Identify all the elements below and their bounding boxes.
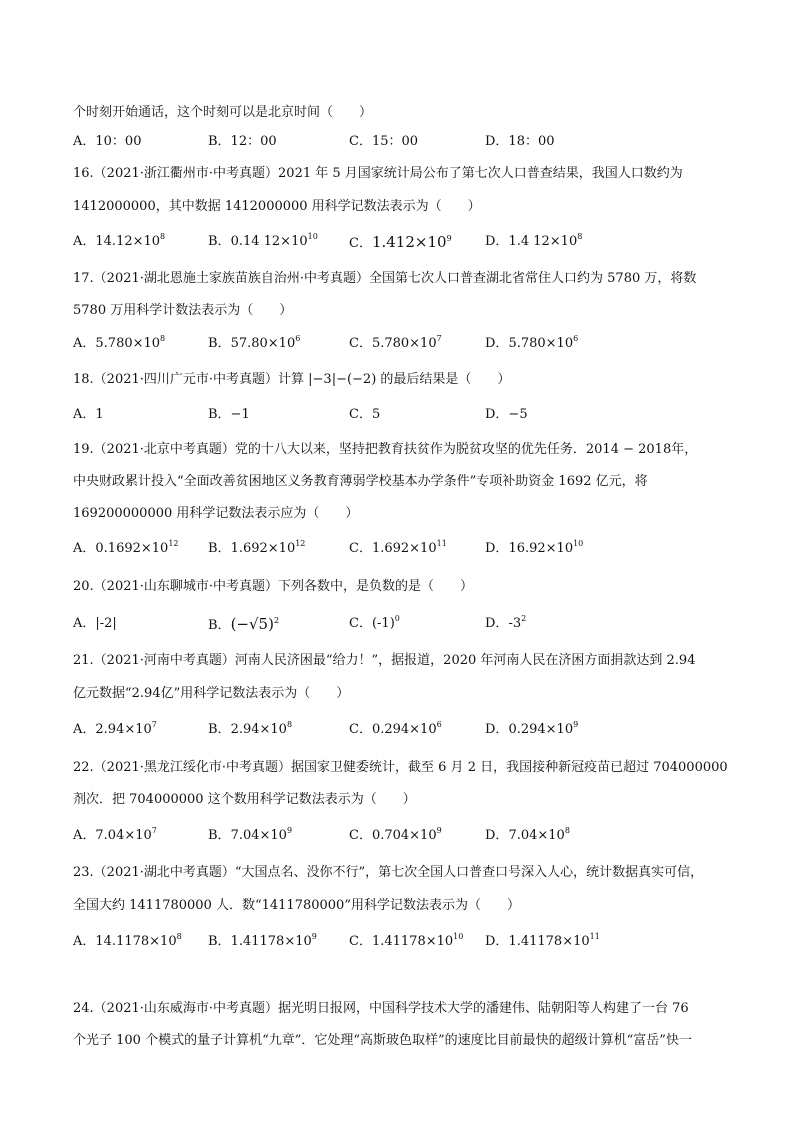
option-d: D．18：00 xyxy=(485,134,555,149)
options-row-15 xyxy=(73,132,733,152)
option-c: C．$(-1)^0$ xyxy=(349,614,400,631)
option-d: D．1.4 $12\times 10^8$ xyxy=(485,232,583,249)
options-row-23 xyxy=(73,932,733,952)
option-d: D．$16.92\times 10^{10}$ xyxy=(485,539,584,556)
options-row-21 xyxy=(73,720,733,740)
question-17: 17.（2021·湖北恩施土家族苗族自治州·中考真题）全国第七次人口普查湖北省常住人口约为 5780 万，将数 xyxy=(73,271,697,286)
question-21: 21.（2021·河南中考真题）河南人民济困最“给力！”，据报道，2020 年河南人民在济困方面捐款达到 2.94 xyxy=(73,653,696,668)
option-c: C．15：00 xyxy=(349,134,419,149)
option-b: B．−1 xyxy=(208,407,250,422)
option-b: B．$(-√5)^2$ xyxy=(208,615,280,633)
option-b: B．$2.94\times 10^8$ xyxy=(208,720,293,737)
options-row-19 xyxy=(73,539,733,559)
question-20: 20.（2021·山东聊城市·中考真题）下列各数中，是负数的是（ ） xyxy=(73,579,474,594)
question-16: 16.（2021·浙江衢州市·中考真题）2021 年 5 月国家统计局公布了第七次人口普查结果，我国人口数约为 xyxy=(73,166,683,181)
question-24: 24.（2021·山东威海市·中考真题）据光明日报网，中国科学技术大学的潘建伟、陆朝阳等人构建了一台 76 xyxy=(73,1001,689,1016)
question-18: 18.（2021·四川广元市·中考真题）计算 |−3|−(−2) 的最后结果是（ ） xyxy=(73,372,511,387)
option-d: D．$-3^2$ xyxy=(485,614,527,631)
option-a: A．$7.04\times 10^7$ xyxy=(73,826,157,843)
option-c: C．$0.704\times 10^9$ xyxy=(349,826,442,843)
option-d: D．$1.41178\times 10^{11}$ xyxy=(485,932,600,949)
options-row-16 xyxy=(73,232,733,252)
question-22-cont: 剂次．把 704000000 这个数用科学记数法表示为（ ） xyxy=(73,792,416,807)
question-text: 个时刻开始通话，这个时刻可以是北京时间（ ） xyxy=(73,105,373,120)
option-a: A．$5.780\times 10^8$ xyxy=(73,334,166,351)
question-24-cont: 个光子 100 个模式的量子计算机“九章”．它处理“高斯玻色取样”的速度比目前最快的超级计算机“富岳”快一 xyxy=(73,1033,692,1048)
options-row-20 xyxy=(73,614,733,634)
question-21-cont: 亿元数据“2.94亿”用科学记数法表示为（ ） xyxy=(73,686,350,701)
option-a: A．10：00 xyxy=(73,134,142,149)
question-19-cont2: 169200000000 用科学记数法表示应为（ ） xyxy=(73,506,359,521)
question-19: 19.（2021·北京中考真题）党的十八大以来，坚持把教育扶贫作为脱贫攻坚的优先任务．2014 − 2018年， xyxy=(73,442,698,457)
options-row-18 xyxy=(73,405,733,425)
option-b: B．12：00 xyxy=(208,134,277,149)
question-16-cont: 1412000000，其中数据 1412000000 用科学记数法表示为（ ） xyxy=(73,199,481,214)
option-b: B．$7.04\times 10^9$ xyxy=(208,826,293,843)
option-d: D．$5.780\times 10^6$ xyxy=(485,334,579,351)
option-d: D．$0.294\times 10^9$ xyxy=(485,720,579,737)
option-a: A．$14.12\times 10^8$ xyxy=(73,232,166,249)
option-d: D．−5 xyxy=(485,407,528,422)
options-row-22 xyxy=(73,826,733,846)
option-c: C．5 xyxy=(349,407,381,422)
question-22: 22.（2021·黑龙江绥化市·中考真题）据国家卫健委统计，截至 6 月 2 日，我国接种新冠疫苗已超过 704000000 xyxy=(73,760,728,775)
option-b: B．$57.80\times 10^6$ xyxy=(208,334,301,351)
option-d: D．$7.04\times 10^8$ xyxy=(485,826,570,843)
options-row-17 xyxy=(73,334,733,354)
question-23: 23.（2021·湖北中考真题）“大国点名、没你不行”，第七次全国人口普查口号深入人心，统计数据真实可信， xyxy=(73,865,704,880)
option-a: A．1 xyxy=(73,407,104,422)
option-b: B．0.14 $12\times 10^{10}$ xyxy=(208,232,318,249)
option-c: C．$5.780\times 10^7$ xyxy=(349,334,442,351)
option-b: B．$1.692\times 10^{12}$ xyxy=(208,539,306,556)
option-a: A．$2.94\times 10^7$ xyxy=(73,720,157,737)
option-c: C．$0.294\times 10^6$ xyxy=(349,720,442,737)
option-b: B．$1.41178\times 10^9$ xyxy=(208,932,317,949)
option-c: C．$1.41178\times 10^{10}$ xyxy=(349,932,464,949)
question-19-cont: 中央财政累计投入“全面改善贫困地区义务教育薄弱学校基本办学条件”专项补助资金 1692 亿元，将 xyxy=(73,474,648,489)
question-23-cont: 全国大约 1411780000 人．数“1411780000”用科学记数法表示为（ ） xyxy=(73,898,520,913)
option-a: A．$0.1692\times 10^{12}$ xyxy=(73,539,179,556)
option-c: C．$1.412\times 10^9$ xyxy=(349,233,452,251)
question-17-cont: 5780 万用科学计数法表示为（ ） xyxy=(73,303,293,318)
option-a: A．|-2| xyxy=(73,616,117,631)
option-a: A．$14.1178\times 10^8$ xyxy=(73,932,182,949)
option-c: C．$1.692\times 10^{11}$ xyxy=(349,539,447,556)
